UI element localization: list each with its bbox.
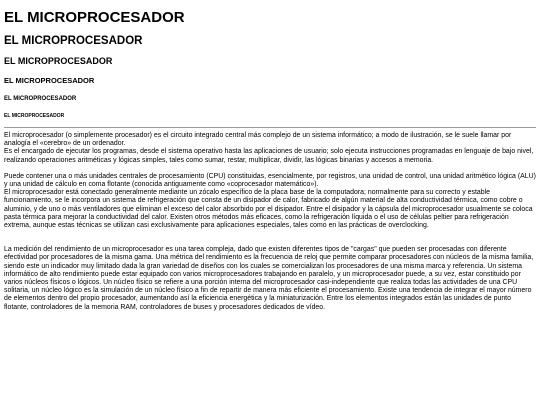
divider <box>4 127 536 128</box>
paragraph-cpu: Puede contener una o más unidades centrales de procesamiento (CPU) constituidas, esencialmente, por registros, una unidad de control, una unidad aritmético lógica (ALU) y una unidad de cálculo en coma flotante (conocida antiguamente como «coprocesador matemático»). <box>4 172 536 189</box>
spacer <box>4 165 536 173</box>
heading-5: EL MICROPROCESADOR <box>4 96 77 102</box>
paragraph-intro: El microprocesador (o simplemente procesador) es el circuito integrado central más complejo de un sistema informático; a modo de ilustración, se le suele llamar por analogía el «cerebro» de un ordenador. <box>4 132 512 148</box>
heading-6: EL MICROPROCESADOR <box>4 113 65 119</box>
paragraph-performance: La medición del rendimiento de un microprocesador es una tarea compleja, dado que existen diferentes tipos de "cargas" que pueden ser procesadas con diferente efectividad por procesadores de la misma gama. Una métrica del rendimiento es la frecuencia de reloj que permite comparar procesadores con núcleos de la misma familia, siendo este un indicador muy limitado dada la gran variedad de diseños con los cuales se comercializan los procesadores de una misma marca y referencia. Un sistema informático de alto rendimiento puede estar equipado con varios microprocesadores trabajando en paralelo, y un microprocesador puede, a su vez, estar constituido por varios núcleos físicos o lógicos. Un núcleo físico se refiere a una porción interna del microprocesador casi-independiente que realiza todas las actividades de una CPU solitaria, un núcleo lógico es la simulación de un núcleo físico a fin de repartir de manera más eficiente el procesamiento. Existe una tendencia de integrar el mayor número de elementos dentro del propio procesador, aumentando así la eficiencia energética y la miniaturización. Entre los elementos integrados están las unidades de punto flotante, controladores de la memoria RAM, controladores de buses y procesadores dedicados de vídeo. <box>4 246 534 311</box>
paragraph-cooling: El microprocesador está conectado generalmente mediante un zócalo específico de la placa base de la computadora; normalmente para su correcto y estable funcionamiento, se le incorpora un sistema de refrigeración que consta de un disipador de calor, fabricado de algún material de alta conductividad térmica, como cobre o aluminio, y de uno o más ventiladores que eliminan el exceso del calor absorbido por el disipador. Entre el disipador y la cápsula del microprocesador usualmente se coloca pasta térmica para mejorar la conductividad del calor. Existen otros métodos más eficaces, como la refrigeración líquida o el uso de células peltier para refrigeración extrema, aunque estas técnicas se utilizan casi exclusivamente para aplicaciones especiales, tales como en las prácticas de overclocking. <box>4 189 533 230</box>
paragraph-function: Es el encargado de ejecutar los programas, desde el sistema operativo hasta las aplicaciones de usuario; solo ejecuta instrucciones programadas en lenguaje de bajo nivel, realizando operaciones aritméticas y lógicas simples, tales como sumar, restar, multiplicar, dividir, las lógicas binarias y accesos a memoria. <box>4 148 534 164</box>
heading-2: EL MICROPROCESADOR <box>4 35 143 47</box>
heading-1: EL MICROPROCESADOR <box>4 9 185 26</box>
spacer <box>4 230 536 246</box>
heading-3: EL MICROPROCESADOR <box>4 56 113 66</box>
heading-4: EL MICROPROCESADOR <box>4 76 95 85</box>
